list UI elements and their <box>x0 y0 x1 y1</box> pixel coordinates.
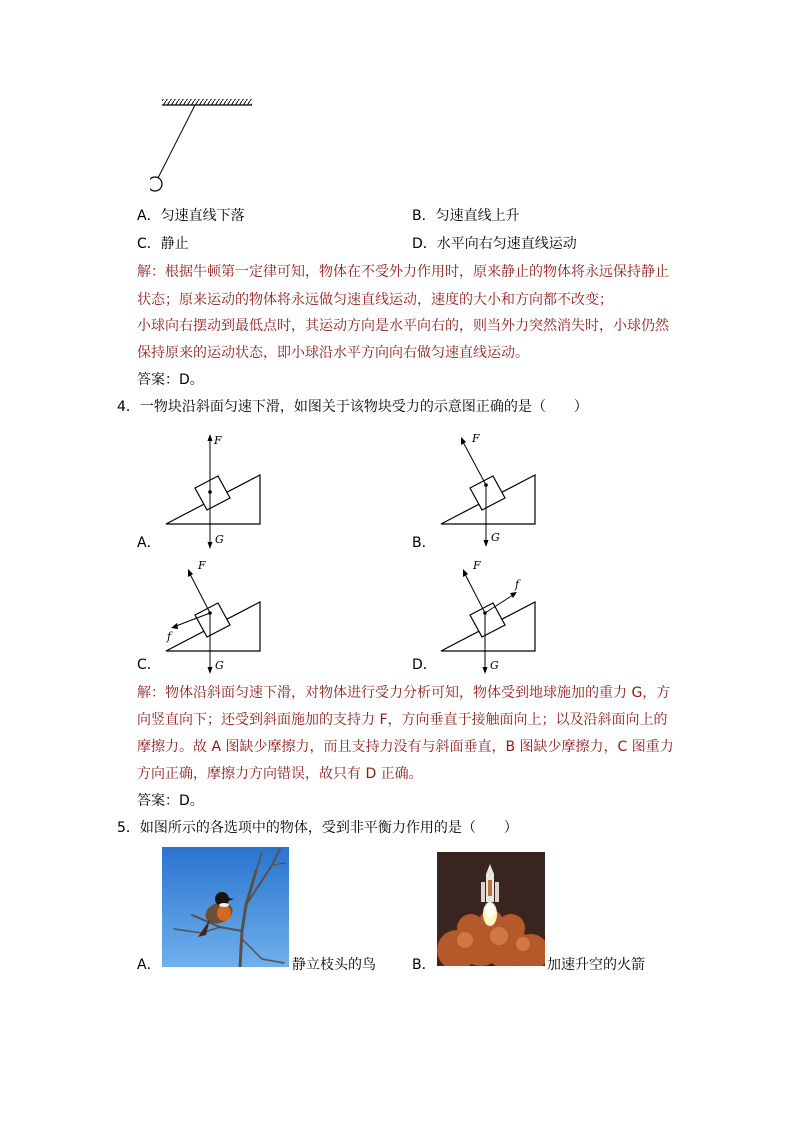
q3-solution-line-2: 状态；原来运动的物体将永远做匀速直线运动，速度的大小和方向都不改变； <box>137 292 613 308</box>
label-friction: f <box>167 630 172 643</box>
q3-option-d: D．水平向右匀速直线运动 <box>412 236 577 252</box>
block <box>470 603 505 637</box>
q4-solution-line-2: 向竖直向下；还受到斜面施加的支持力 F，方向垂直于接触面向上；以及沿斜面向上的 <box>137 712 668 728</box>
q4-diagram-a <box>160 428 265 550</box>
q3-answer: 答案：D。 <box>137 372 204 388</box>
q3-solution-line-1: 解：根据牛顿第一定律可知，物体在不受外力作用时，原来静止的物体将永远保持静止 <box>137 264 669 280</box>
q4-diagram-c <box>160 555 265 677</box>
q4-solution-line-4: 方向正确，摩擦力方向错误，故只有 D 正确。 <box>137 766 423 782</box>
friction-arrow <box>485 595 513 613</box>
pendulum-string <box>158 105 195 178</box>
q4-solution-line-1: 解：物体沿斜面匀速下滑，对物体进行受力分析可知，物体受到地球施加的重力 G，方 <box>137 685 671 701</box>
q3-solution-line-3: 小球向右摆动到最低点时，其运动方向是水平向右的，则当外力突然消失时，小球仍然 <box>137 318 669 334</box>
label-support-force: F <box>472 432 480 445</box>
q5-option-b-caption: 加速升空的火箭 <box>547 957 645 973</box>
q4-option-a-letter: A． <box>137 535 161 551</box>
label-support-force: F <box>214 434 222 447</box>
pendulum-ball <box>150 177 162 191</box>
block <box>195 603 230 637</box>
q3-option-a: A．匀速直线下落 <box>137 208 245 224</box>
block <box>470 476 505 510</box>
q5-option-a-caption: 静立枝头的鸟 <box>292 957 376 973</box>
q4-diagram-b <box>435 428 540 550</box>
q3-option-c: C．静止 <box>137 236 189 252</box>
q5-question: 5．如图所示的各选项中的物体，受到非平衡力作用的是（ ） <box>117 820 518 836</box>
q3-solution-line-4: 保持原来的运动状态，即小球沿水平方向向右做匀速直线运动。 <box>137 345 529 361</box>
support-force-arrow <box>190 574 210 613</box>
q4-question: 4．一物块沿斜面匀速下滑，如图关于该物块受力的示意图正确的是（ ） <box>117 399 588 415</box>
q4-option-c-letter: C． <box>137 657 161 673</box>
q4-option-d-letter: D． <box>412 657 437 673</box>
label-gravity: G <box>215 659 224 672</box>
label-friction: f <box>515 578 520 591</box>
label-gravity: G <box>491 531 500 544</box>
q4-answer: 答案：D。 <box>137 793 204 809</box>
ceiling-hatch <box>162 99 252 105</box>
label-gravity: G <box>215 533 224 546</box>
label-support-force: F <box>198 559 206 572</box>
q5-option-b-letter: B． <box>412 957 436 973</box>
support-force-arrow <box>465 574 485 613</box>
q3-option-b: B．匀速直线上升 <box>412 208 520 224</box>
label-gravity: G <box>490 659 499 672</box>
rocket-photo <box>437 852 545 966</box>
block <box>195 476 230 510</box>
support-force-arrow <box>463 442 486 485</box>
bird-photo <box>162 847 289 967</box>
q4-option-b-letter: B． <box>412 535 436 551</box>
label-support-force: F <box>473 559 481 572</box>
q5-option-a-letter: A． <box>137 957 161 973</box>
pendulum-figure <box>150 95 260 195</box>
q4-solution-line-3: 摩擦力。故 A 图缺少摩擦力，而且支持力没有与斜面垂直，B 图缺少摩擦力，C 图重力 <box>137 739 674 755</box>
q4-diagram-d <box>435 555 540 677</box>
